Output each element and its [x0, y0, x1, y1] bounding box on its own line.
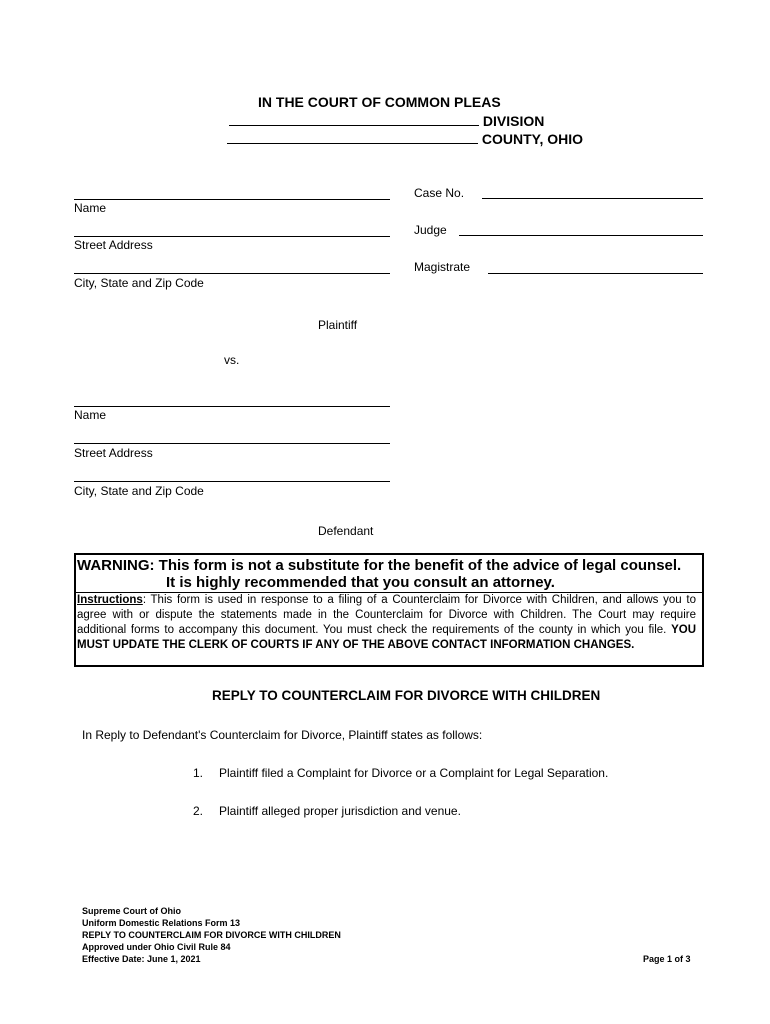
footer-line: Approved under Ohio Civil Rule 84	[82, 942, 231, 952]
footer-line: REPLY TO COUNTERCLAIM FOR DIVORCE WITH CHILDREN	[82, 930, 341, 940]
warning-box	[74, 553, 704, 667]
page-number: Page 1 of 3	[643, 954, 691, 964]
plaintiff-name-line[interactable]	[74, 199, 390, 200]
plaintiff-role: Plaintiff	[318, 318, 358, 332]
footer-line: Effective Date: June 1, 2021	[82, 954, 201, 964]
list-item-text: Plaintiff filed a Complaint for Divorce or a Complaint for Legal Separation.	[219, 766, 609, 780]
instructions-text: : This form is used in response to a filing of a Counterclaim for Divorce with Children, and allows you to agree with or dispute the statements made in the Counterclaim for Divorce with Children. The Court may require additional forms to accompany this document. You must check the requirements of the county in which you file.	[77, 594, 696, 636]
county-label: COUNTY, OHIO	[481, 131, 584, 147]
magistrate-label: Magistrate	[414, 260, 471, 274]
warning-header	[76, 555, 702, 593]
defendant-street-line[interactable]	[74, 443, 390, 444]
instructions-paragraph	[76, 593, 702, 653]
division-blank[interactable]	[229, 112, 479, 126]
judge-label: Judge	[414, 223, 447, 237]
division-line	[229, 112, 544, 129]
plaintiff-street-label: Street Address	[74, 238, 153, 252]
case-no-label: Case No.	[414, 186, 465, 200]
versus-label: vs.	[224, 353, 240, 367]
defendant-name-label: Name	[74, 408, 107, 422]
footer-line: Uniform Domestic Relations Form 13	[82, 918, 241, 928]
defendant-name-line[interactable]	[74, 406, 390, 407]
list-item-text: Plaintiff alleged proper jurisdiction and venue.	[219, 804, 461, 818]
defendant-city-label: City, State and Zip Code	[74, 484, 204, 498]
instructions-bold-text: YOU MUST UPDATE THE CLERK OF COURTS IF ANY OF THE ABOVE CONTACT INFORMATION CHANGES.	[77, 624, 696, 651]
county-line	[227, 130, 583, 147]
judge-field[interactable]	[459, 235, 703, 236]
defendant-city-line[interactable]	[74, 481, 390, 482]
warning-line-1: WARNING: This form is not a substitute for the benefit of the advice of legal counsel.	[77, 557, 682, 574]
county-blank[interactable]	[227, 130, 478, 144]
plaintiff-name-label: Name	[74, 201, 107, 215]
intro-text: In Reply to Defendant's Counterclaim for Divorce, Plaintiff states as follows:	[82, 728, 483, 742]
defendant-role: Defendant	[318, 524, 374, 538]
magistrate-field[interactable]	[488, 273, 703, 274]
case-no-field[interactable]	[482, 198, 703, 199]
division-label: DIVISION	[482, 113, 545, 129]
defendant-street-label: Street Address	[74, 446, 153, 460]
list-item-number: 1.	[193, 766, 204, 780]
list-item-number: 2.	[193, 804, 204, 818]
plaintiff-city-line[interactable]	[74, 273, 390, 274]
court-title: IN THE COURT OF COMMON PLEAS	[258, 94, 501, 110]
document-title: REPLY TO COUNTERCLAIM FOR DIVORCE WITH CHILDREN	[212, 688, 601, 703]
plaintiff-city-label: City, State and Zip Code	[74, 276, 204, 290]
footer-info	[82, 905, 341, 965]
warning-line-2: It is highly recommended that you consult an attorney.	[166, 574, 555, 591]
footer-line: Supreme Court of Ohio	[82, 906, 181, 916]
plaintiff-street-line[interactable]	[74, 236, 390, 237]
instructions-label: Instructions	[77, 594, 143, 606]
